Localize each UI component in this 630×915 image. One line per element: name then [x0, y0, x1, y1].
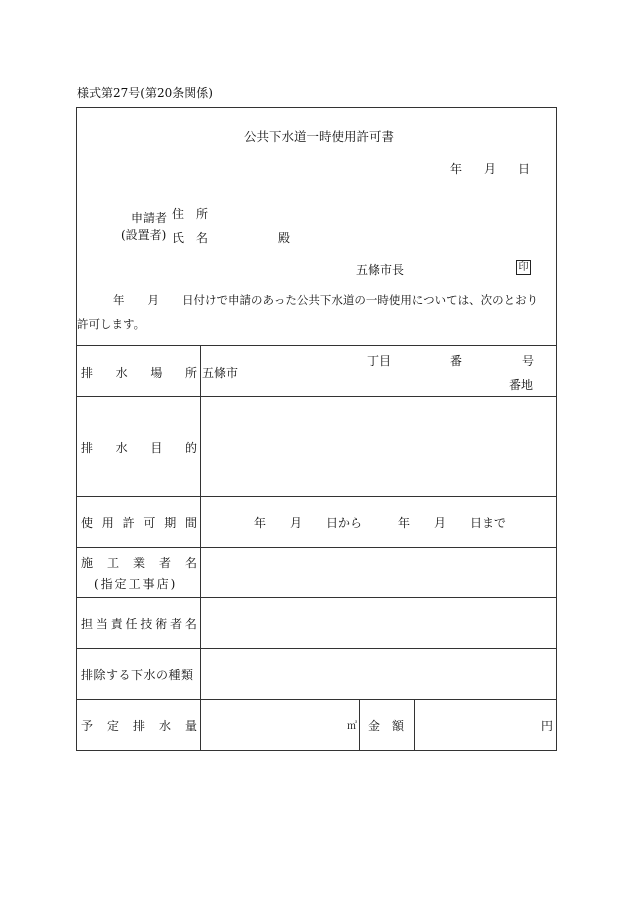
applicant-role: 申請者: [131, 211, 168, 225]
location-city: 五條市: [202, 366, 239, 380]
seal-mark: 印: [516, 260, 531, 275]
body-text-line-2: 許可します。: [77, 317, 146, 331]
volume-unit: ㎥: [347, 721, 357, 732]
period-label: 使 用 許 可 期 間: [81, 516, 197, 530]
applicant-role-note: (設置者): [121, 228, 167, 242]
manager-label: 担 当 責 任 技 術 者 名: [81, 617, 197, 631]
currency-label: 円: [541, 719, 554, 733]
date-day: 日: [517, 162, 530, 176]
date-month: 月: [483, 162, 496, 176]
location-chome: 丁目: [367, 354, 392, 368]
issue-date: [450, 160, 530, 177]
contractor-sub-label: (指定工事店): [94, 577, 178, 591]
document-title: 公共下水道一時使用許可書: [244, 129, 395, 144]
volume-label: 予 定 排 水 量: [81, 719, 197, 733]
issuer: 五條市長: [356, 263, 405, 277]
form-number: 様式第27号(第20条関係): [77, 86, 213, 100]
location-ban: 番: [450, 354, 463, 368]
contractor-label: 施 工 業 者 名: [81, 556, 197, 570]
sewage-type-label: 排除する下水の種類: [81, 668, 194, 682]
amount-label: 金 額: [368, 719, 405, 733]
form-frame: [76, 107, 557, 751]
location-go: 号: [522, 354, 535, 368]
honorific: 殿: [278, 231, 291, 245]
period-text: 年 月 日から 年 月 日まで: [254, 516, 507, 530]
location-label: 排 水 場 所: [81, 366, 197, 380]
location-banchi: 番地: [509, 378, 534, 392]
address-label: 住 所: [172, 207, 209, 221]
purpose-label: 排 水 目 的: [81, 441, 197, 455]
date-year: 年: [450, 162, 463, 176]
name-label: 氏 名: [172, 231, 209, 245]
body-text-line-1: 年 月 日付けで申請のあった公共下水道の一時使用については、次のとおり: [113, 293, 539, 307]
